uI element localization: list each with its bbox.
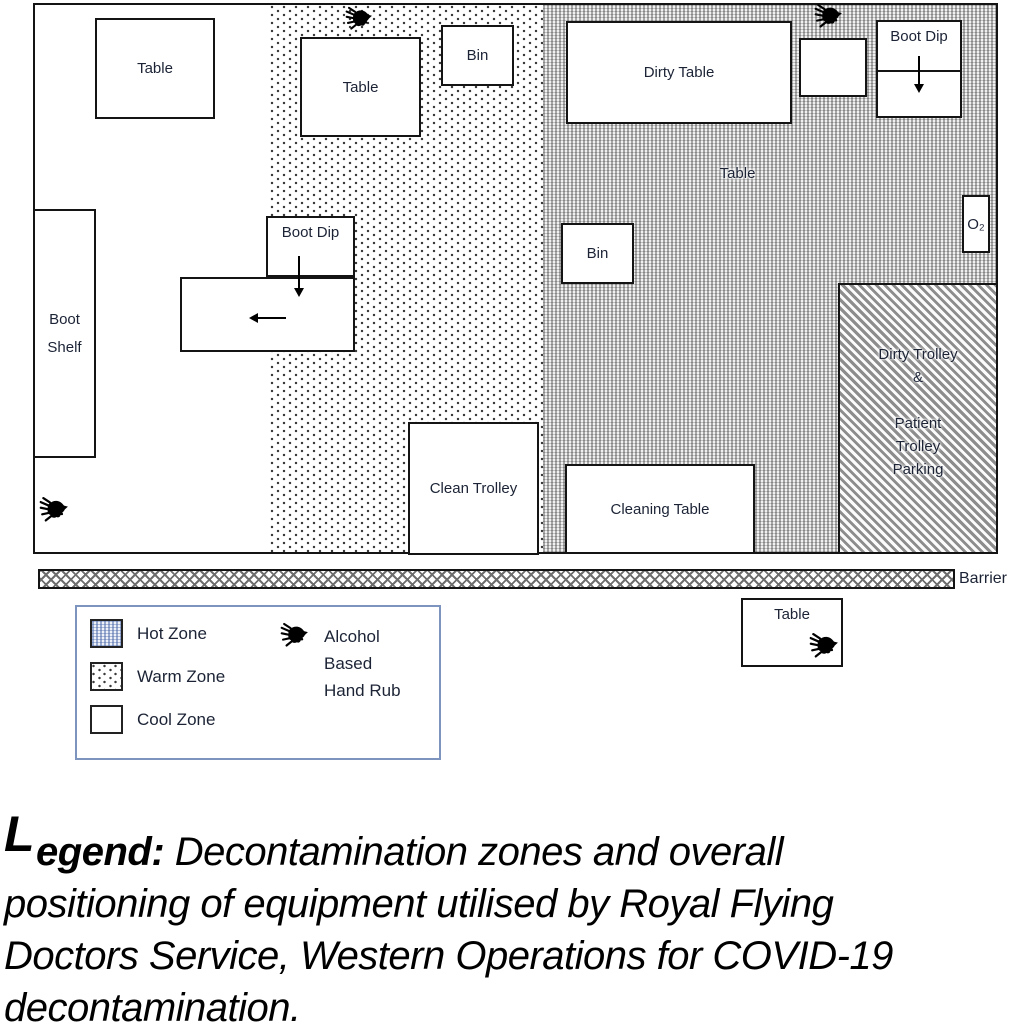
box-warm-boot-dip (266, 216, 355, 277)
legend-zone-rows (90, 619, 225, 748)
legend-box (75, 605, 441, 760)
box-hot-small-box (799, 38, 867, 97)
parking-label-line: & (912, 369, 923, 386)
parking-label-line (840, 389, 996, 412)
cool-zone-label: Cool Zone (137, 709, 216, 729)
arrow-shaft (258, 317, 286, 319)
warm-boot-dip-arrow (294, 256, 304, 297)
box-label: Bin (466, 47, 489, 64)
caption-legend-word: egend: (36, 830, 165, 874)
box-label: Clean Trolley (429, 480, 518, 497)
caption-line-3: Doctors Service, Western Operations for COVID-19 (4, 934, 893, 978)
box-hot-bin (561, 223, 634, 284)
barrier-label: Barrier (959, 570, 1008, 587)
hand-rub-icon-cool-zone-bottom (36, 491, 70, 525)
box-cool-table (95, 18, 215, 119)
caption-initial: L (4, 806, 35, 862)
legend-row-warm (90, 662, 225, 691)
parking-label-line: Dirty Trolley (878, 346, 958, 363)
barrier-strip (38, 569, 955, 589)
box-label: Cleaning Table (610, 500, 710, 518)
caption-line-2: positioning of equipment utilised by Royal Flying (4, 882, 834, 926)
box-label: Dirty Table (643, 64, 715, 81)
legend-row-cool (90, 705, 225, 734)
parking-label-line: Patient (894, 415, 942, 432)
box-warm-bin (441, 25, 514, 86)
cool-zone-swatch (90, 705, 123, 734)
arrow-head (294, 288, 304, 297)
step-box-arrow (249, 313, 286, 323)
arrow-head (914, 84, 924, 93)
box-label: Boot Dip (890, 28, 948, 45)
box-cleaning-table (565, 464, 755, 554)
arrow-head (249, 313, 258, 323)
caption-line-1 (4, 806, 1018, 878)
box-label: Table (342, 78, 379, 96)
warm-zone-label: Warm Zone (137, 666, 226, 686)
hand-rub-icon-warm-zone-top (342, 1, 374, 33)
hot-zone-swatch (90, 619, 123, 648)
hand-rub-icon (277, 616, 311, 651)
hand-rub-icon-outside-table-icon (806, 627, 840, 661)
box-clean-trolley (408, 422, 539, 555)
dirty-trolley-parking-area (838, 283, 998, 554)
hand-rub-line: Alcohol (324, 627, 380, 646)
hand-rub-line: Hand Rub (324, 681, 401, 700)
box-label: Boot Dip (281, 224, 340, 241)
box-oxygen (962, 195, 990, 253)
box-warm-table (300, 37, 421, 137)
label-line: Boot (49, 311, 80, 328)
parking-label-line: Trolley (895, 438, 941, 455)
arrow-shaft (918, 56, 920, 84)
hot-boot-dip-arrow (914, 56, 924, 93)
arrow-shaft (298, 256, 300, 288)
warm-zone-swatch (90, 662, 123, 691)
caption-line-1-text: Decontamination zones and overall (164, 830, 784, 874)
caption-line-4: decontamination. (4, 986, 301, 1026)
box-boot-shelf (33, 209, 96, 458)
floating-label-hot-zone-table: Table (719, 165, 756, 182)
hot-zone-label: Hot Zone (137, 623, 207, 643)
box-label (47, 301, 81, 366)
label-line: Shelf (47, 339, 82, 356)
hand-rub-line: Based (324, 654, 373, 673)
figure-caption (4, 806, 1018, 1026)
legend-row-hot (90, 619, 225, 648)
box-label: Table (137, 60, 173, 77)
box-dirty-table (566, 21, 792, 124)
parking-label-line: Parking (892, 461, 944, 478)
box-label: Table (774, 606, 810, 623)
box-label: Bin (586, 245, 609, 262)
hand-rub-legend-text (324, 623, 401, 704)
box-label: O₂ (967, 215, 985, 233)
